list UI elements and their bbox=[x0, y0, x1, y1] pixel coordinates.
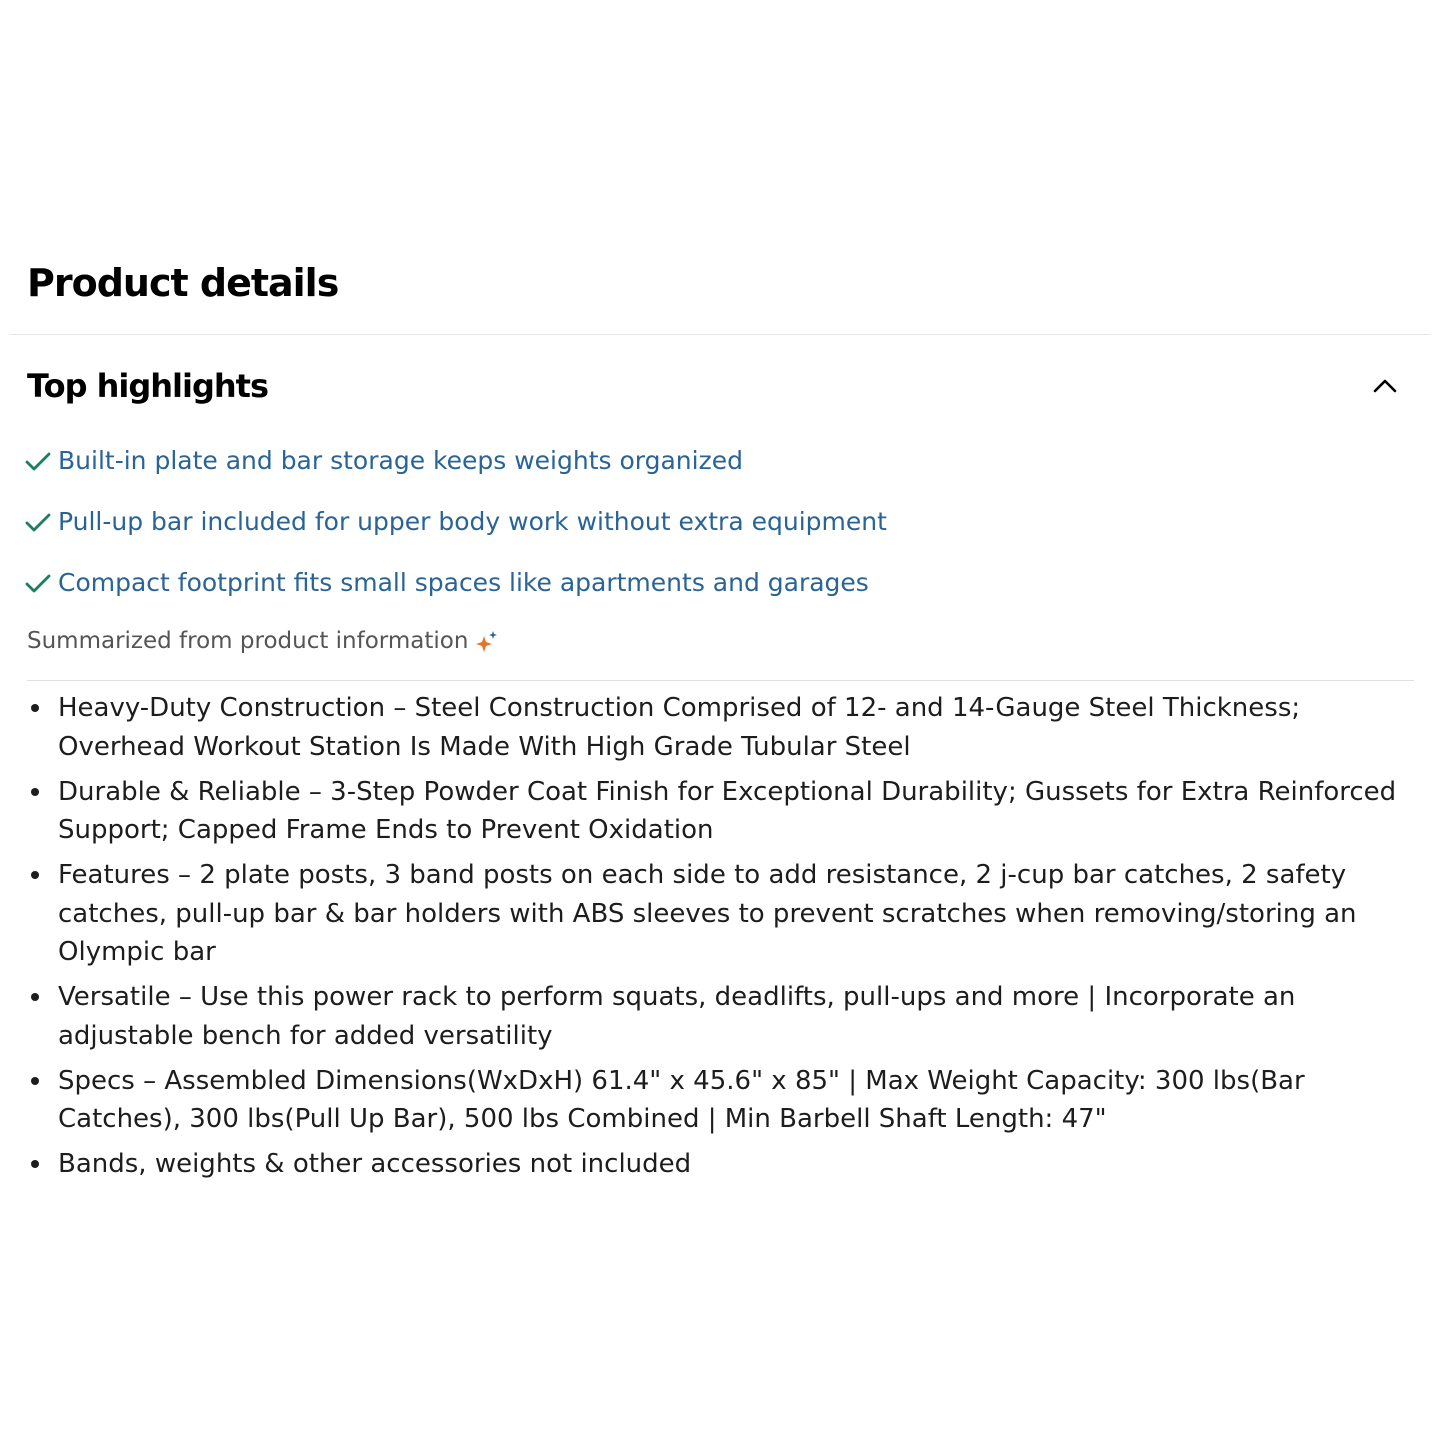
check-icon bbox=[24, 447, 52, 475]
highlight-text: Compact footprint fits small spaces like apartments and garages bbox=[58, 568, 869, 597]
bullet-icon bbox=[31, 871, 39, 879]
highlight-item bbox=[24, 564, 887, 602]
bullet-icon bbox=[31, 1077, 39, 1085]
highlights-list bbox=[24, 442, 887, 625]
top-highlights-title: Top highlights bbox=[27, 367, 269, 405]
detail-item bbox=[27, 1062, 1417, 1139]
bullet-icon bbox=[31, 788, 39, 796]
detail-text: Versatile – Use this power rack to perform squats, deadlifts, pull-ups and more | Incorporate an adjustable bench for added versatility bbox=[58, 982, 1296, 1051]
product-details-list bbox=[27, 689, 1417, 1190]
detail-text: Specs – Assembled Dimensions(WxDxH) 61.4" x 45.6" x 85" | Max Weight Capacity: 300 lbs(Bar Catches), 300 lbs(Pull Up Bar), 500 lbs Combined | Min Barbell Shaft Length: 47" bbox=[58, 1065, 1305, 1134]
detail-item bbox=[27, 978, 1417, 1055]
bullet-icon bbox=[31, 1160, 39, 1168]
highlights-divider bbox=[27, 680, 1414, 681]
detail-item bbox=[27, 689, 1417, 766]
detail-item bbox=[27, 773, 1417, 850]
highlight-text: Pull-up bar included for upper body work without extra equipment bbox=[58, 507, 887, 536]
summary-note bbox=[27, 624, 500, 658]
detail-text: Bands, weights & other accessories not included bbox=[58, 1149, 692, 1179]
section-divider bbox=[9, 334, 1431, 335]
detail-text: Heavy-Duty Construction – Steel Construction Comprised of 12- and 14-Gauge Steel Thickness; Overhead Workout Station Is Made With High Grade Tubular Steel bbox=[58, 693, 1301, 762]
detail-text: Durable & Reliable – 3-Step Powder Coat Finish for Exceptional Durability; Gussets for Extra Reinforced Support; Capped Frame Ends to Prevent Oxidation bbox=[58, 776, 1397, 845]
top-highlights-toggle[interactable] bbox=[27, 362, 1417, 410]
summary-text: Summarized from product information bbox=[27, 628, 469, 654]
detail-item bbox=[27, 856, 1417, 972]
detail-text: Features – 2 plate posts, 3 band posts on each side to add resistance, 2 j-cup bar catches, 2 safety catches, pull-up bar & bar holders with ABS sleeves to prevent scratches when removing/storing an Olympic bar bbox=[58, 860, 1357, 967]
page-title: Product details bbox=[27, 261, 339, 305]
sparkle-icon bbox=[474, 628, 500, 654]
bullet-icon bbox=[31, 993, 39, 1001]
highlight-item bbox=[24, 503, 887, 541]
bullet-icon bbox=[31, 704, 39, 712]
chevron-up-icon[interactable] bbox=[1371, 372, 1399, 400]
detail-item bbox=[27, 1145, 1417, 1184]
check-icon bbox=[24, 569, 52, 597]
highlight-text: Built-in plate and bar storage keeps weights organized bbox=[58, 446, 743, 475]
check-icon bbox=[24, 508, 52, 536]
highlight-item bbox=[24, 442, 887, 480]
